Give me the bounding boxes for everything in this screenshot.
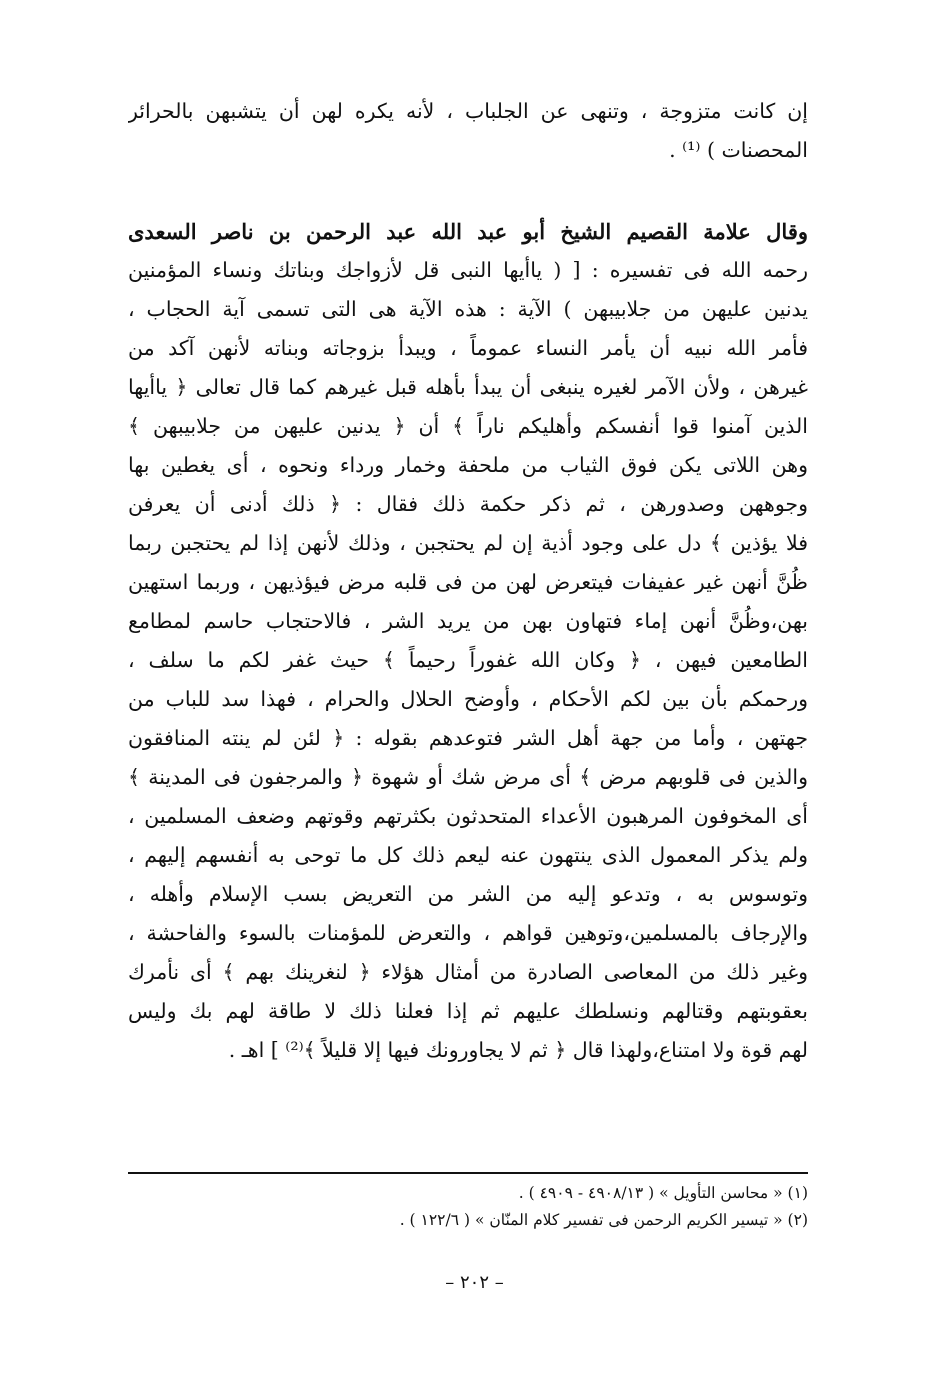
section-heading: وقال علامة القصيم الشيخ أبو عبد الله عبد الرحمن بن ناصر السعدى (128, 219, 808, 244)
text-line: فلا يؤذين ﴾ دل على وجود أذية إن لم يحتجبن ، وذلك لأنهن إذا لم يحتجبن ربما (128, 531, 808, 555)
text-line: ظُنَّ أنهن غير عفيفات فيتعرض لهن من فى قلبه مرض فيؤذيهن ، وربما استهين (128, 570, 808, 594)
text-line: بهن،وظُنَّ أنهن إماء فتهاون بهن من يريد الشر ، فالاحتجاب حاسم لمطامع (128, 609, 808, 633)
text-line: لهم قوة ولا امتناع،ولهذا قال ﴿ ثم لا يجاورونك فيها إلا قليلاً ﴾⁽²⁾ ] اهـ . (228, 1038, 808, 1062)
text-line: وغير ذلك من المعاصى الصادرة من أمثال هؤلاء ﴿ لنغرينك بهم ﴾ أى نأمرك (128, 960, 808, 984)
text-line: جهتهن ، وأما من جهة أهل الشر فتوعدهم بقوله : ﴿ لئن لم ينته المنافقون (128, 726, 808, 750)
text-line: المحصنات ) ⁽¹⁾ . (669, 138, 808, 162)
text-line: إن كانت متزوجة ، وتنهى عن الجلباب ، لأنه يكره لهن أن يتشبهن بالحرائر (128, 99, 808, 123)
text-line: الطامعين فيهن ، ﴿ وكان الله غفوراً رحيماً ﴾ حيث غفر لكم ما سلف ، (128, 648, 808, 672)
text-line: والذين فى قلوبهم مرض ﴾ أى مرض شك أو شهوة ﴿ والمرجفون فى المدينة ﴾ (128, 765, 808, 789)
footnote-rule (128, 1172, 808, 1174)
main-text (128, 92, 808, 1070)
footnote: (١) « محاسن التأويل » ( ٤٩٠٨/١٣ - ٤٩٠٩ ) . (518, 1184, 808, 1202)
text-line: يدنين عليهن من جلابيبهن ) الآية : هذه الآية هى التى تسمى آية الحجاب ، (128, 297, 808, 321)
text-line: وتوسوس به ، وتدعو إليه من الشر من التعريض بسب الإسلام وأهله ، (128, 882, 808, 906)
text-line: غيرهن ، ولأن الآمر لغيره ينبغى أن يبدأ بأهله قبل غيرهم كما قال تعالى ﴿ ياأيها (128, 375, 808, 399)
text-line: الذين آمنوا قوا أنفسكم وأهليكم ناراً ﴾ أن ﴿ يدنين عليهن من جلابيبهن ﴾ (128, 414, 808, 438)
footnotes (128, 1180, 808, 1234)
text-line: رحمه الله فى تفسيره : [ ( ياأيها النبى قل لأزواجك وبناتك ونساء المؤمنين (128, 258, 808, 282)
paragraph-gap (128, 170, 808, 212)
page-number: – ٢٠٢ – (445, 1272, 504, 1293)
text-line: أى المخوفون المرهبون الأعداء المتحدثون بكثرتهم وقوتهم وضعف المسلمين ، (128, 804, 808, 828)
text-line: ورحمكم بأن بين لكم الأحكام ، وأوضح الحلال والحرام ، فهذا سد للباب من (128, 687, 808, 711)
text-line: فأمر الله نبيه أن يأمر النساء عموماً ، ويبدأ بزوجاته وبناته لأنهن آكد من (128, 336, 808, 360)
text-line: بعقوبتهم وقتالهم ونسلطك عليهم ثم إذا فعلنا ذلك لا طاقة لهم بك وليس (128, 999, 808, 1023)
text-line: والإرجاف بالمسلمين،وتوهين قواهم ، والتعرض للمؤمنات بالسوء والفاحشة ، (128, 921, 808, 945)
text-line: وجوههن وصدورهن ، ثم ذكر حكمة ذلك فقال : ﴿ ذلك أدنى أن يعرفن (128, 492, 808, 516)
footnote: (٢) « تيسير الكريم الرحمن فى تفسير كلام المنّان » ( ١٢٢/٦ ) . (399, 1211, 808, 1229)
text-line: ولم يذكر المعمول الذى ينتهون عنه ليعم ذلك كل ما توحى به أنفسهم إليهم ، (128, 843, 808, 867)
text-line: وهن اللاتى يكن فوق الثياب من ملحفة وخمار ورداء ونحوه ، أى يغطين بها (128, 453, 808, 477)
